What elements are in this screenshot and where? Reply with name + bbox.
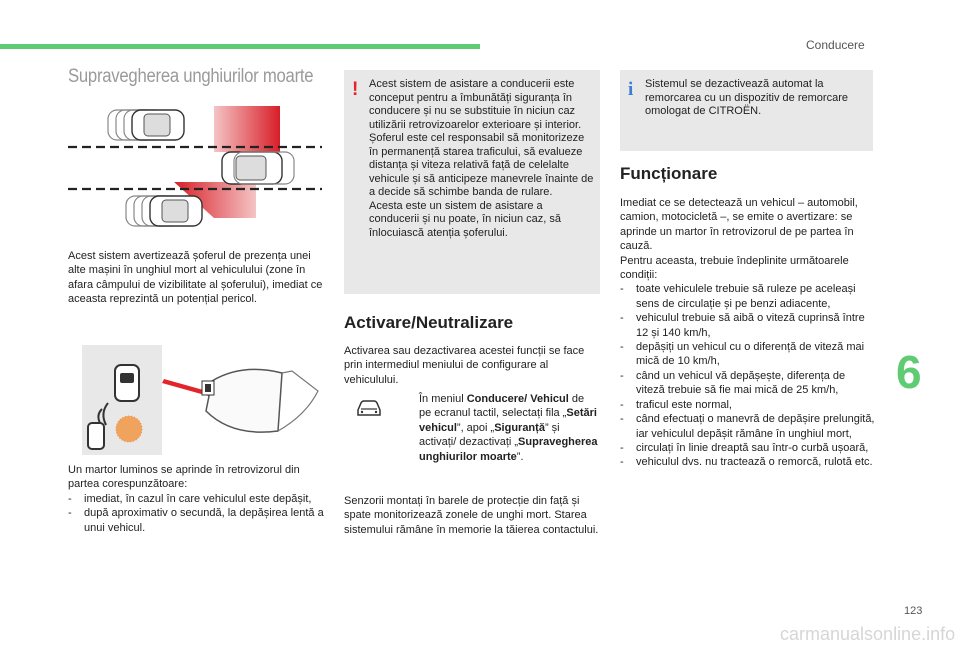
conditions-list [620,282,875,469]
menu-mid2: ”, apoi „ [456,421,495,434]
indicator-section [68,463,328,535]
menu-prefix: În meniul [419,393,467,405]
list-item: - când un vehicul vă depășește, diferența de viteză trebuie să fie mai mică de 25 km/h, [620,369,875,398]
function-section [620,196,875,470]
function-text-1: Imediat ce se detectează un vehicul – automobil, camion, motocicletă –, se emite o avertizare: se aprinde un martor în retrovizorul de pe partea în cauză. [620,197,858,253]
page-number: 123 [904,605,923,617]
list-item: - toate vehiculele trebuie să ruleze pe aceleași sens de circulație și pe benzi adiacente, [620,282,875,311]
list-item: - circulați în linie dreaptă sau într-o curbă ușoară, [620,441,875,455]
activation-text: Activarea sau dezactivarea acestei funcții se face prin intermediul meniului de configurare al vehiculului. [344,345,585,386]
info-icon: i [628,79,634,100]
indicator-lead: Un martor luminos se aprinde în retrovizorul din partea corespunzătoare: [68,464,300,491]
warning-icon: ! [352,79,359,100]
info-box [620,70,873,151]
list-item: - după aproximativ o secundă, la depășirea lentă a unui vehicul. [68,506,328,535]
info-text: Sistemul se dezactivează automat la remorcarea cu un dispozitiv de remorcare omologat de CITROËN. [645,78,848,117]
list-item: - când efectuați o manevră de depășire prelungită, iar vehiculul depășit rămâne în unghiul mort, [620,412,875,441]
warning-text [369,78,595,240]
indicator-list [68,492,328,535]
menu-name: Conducere/ Vehicul [466,393,569,405]
menu-safety: Siguranță [494,421,545,434]
function-heading: Funcționare [620,164,718,183]
header-accent-bar [0,44,480,49]
chapter-number: 6 [896,346,922,398]
intro-paragraph: Acest sistem avertizează șoferul de prezența unei alte mașini în unghiul mort al vehiculului (zone în afara câmpului de vizibilitate al șoferului), imediat ce aceasta reprezintă un potențial pericol. [68,250,323,306]
list-item: - traficul este normal, [620,398,875,412]
activation-heading: Activare/Neutralizare [344,313,514,332]
list-item: - vehiculul dvs. nu tractează o remorcă, rulotă etc. [620,455,875,469]
warning-box [344,70,600,294]
list-item: - vehiculul trebuie să aibă o viteză cuprinsă între 12 și 140 km/h, [620,311,875,340]
section-label: Conducere [806,38,865,52]
list-item: - imediat, în cazul în care vehiculul este depășit, [68,492,328,506]
menu-end: ”. [516,450,524,463]
mirror-indicator-illustration [82,345,328,455]
page-title: Supravegherea unghiurilor moarte [68,66,314,87]
vehicle-menu-icon [355,398,383,418]
watermark: carmanualsonline.info [780,624,956,644]
blind-spot-diagram [64,100,326,238]
menu-tab: Setări vehicul [419,407,597,434]
sensors-text: Senzorii montați în barele de protecție din față și spate monitorizează zonele de unghi mort. Starea sistemului rămâne în memorie la tăierea contactului. [344,495,599,536]
list-item: - depășiți un vehicul cu o diferență de viteză mai mică de 10 km/h, [620,340,875,369]
menu-function: Supravegherea unghiurilor moarte [419,436,598,463]
menu-instruction [399,392,599,464]
menu-mid3: ” și activați/ dezactivați „ [419,421,560,449]
blind-spot-zone-top [214,106,280,152]
function-text-2: Pentru aceasta, trebuie îndeplinite următoarele condiții: [620,254,849,282]
warning-text-1: Acest sistem de asistare a conducerii este conceput pentru a îmbunătăți siguranța în conducere și nu se substituie în niciun caz utilizării retrovizoarelor exterioare și interior. Șoferul este cel responsabil să monitorizeze în permanență starea traficului, să evalueze distanța și viteza relativă față de celelalte vehicule și să anticipeze manevrele înainte de a decide să schimbe banda de rulare. [369,78,594,198]
warning-text-2: Acesta este un sistem de asistare a conducerii și nu poate, în niciun caz, să înlocuiască atenția șoferului. [369,199,562,239]
menu-mid: de pe ecranul tactil, selectați fila „ [419,393,585,420]
